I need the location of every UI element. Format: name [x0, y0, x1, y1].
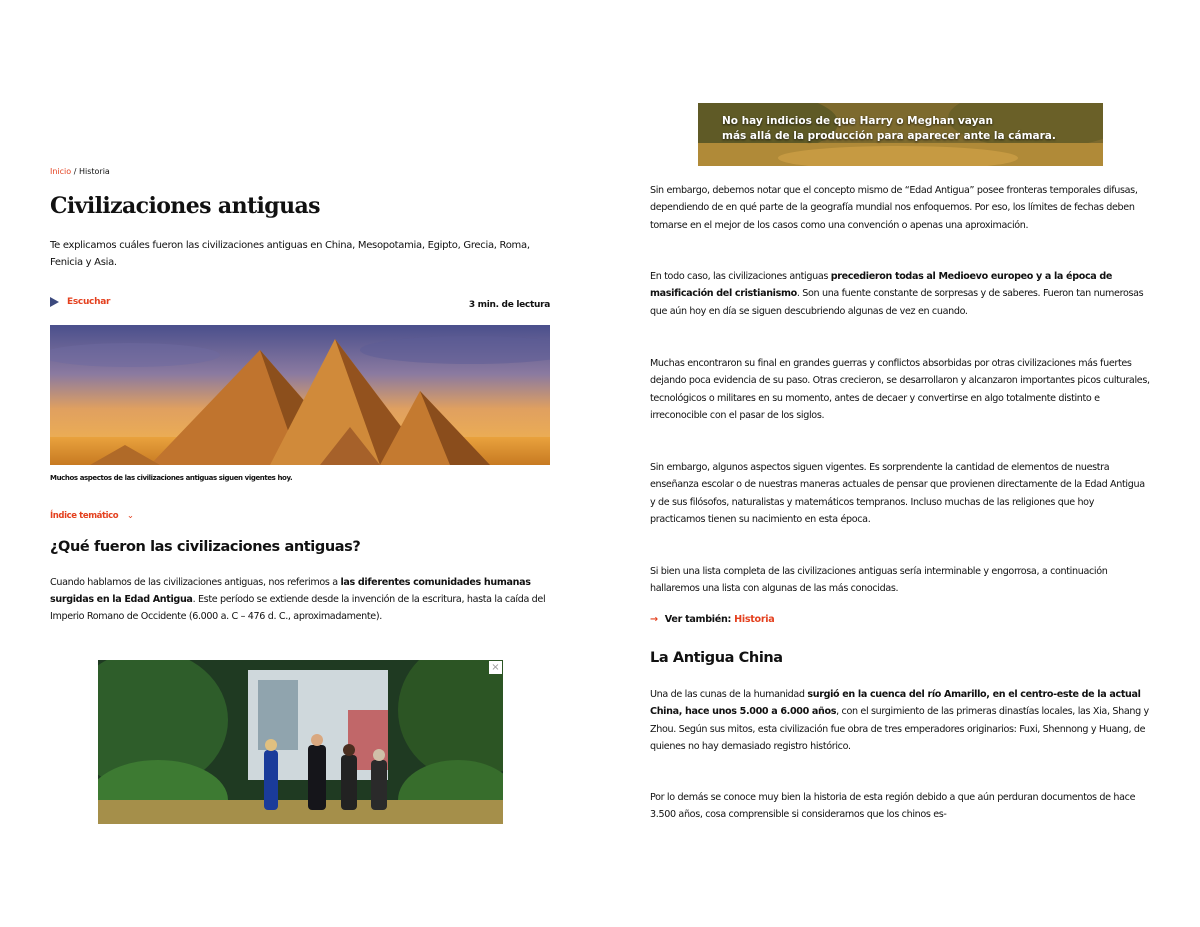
- banner-caption: No hay indicios de que Harry o Meghan vayan más allá de la producción para aparecer ante la cámara.: [722, 115, 1056, 142]
- toc-label: Índice temático: [50, 511, 119, 521]
- breadcrumb-current[interactable]: Historia: [78, 167, 110, 176]
- breadcrumb-home-link[interactable]: Inicio: [50, 167, 72, 176]
- page-title: Civilizaciones antiguas: [50, 193, 320, 219]
- see-also-link[interactable]: Historia: [734, 614, 775, 625]
- toc-toggle[interactable]: [50, 511, 134, 521]
- article-paragraph: Cuando hablamos de las civilizaciones antiguas, nos referimos a las diferentes comunidades humanas surgidas en la Edad Antigua. Este período se extiende desde la invención de la escritura, hasta la caída del Imperio Romano de Occidente (6.000 a. C – 476 d. C., aproximadamente).: [50, 577, 546, 622]
- breadcrumb: [50, 167, 110, 176]
- article-paragraph: Sin embargo, algunos aspectos siguen vigentes. Es sorprendente la cantidad de elementos de nuestra enseñanza escolar o de nuestras maneras actuales de pensar que provienen directamente de la Edad Antigua y de sus filósofos, naturalistas y matemáticos tempranos. Incluso muchas de las religiones que hoy practicamos tienen su nacimiento en esta época.: [650, 462, 1145, 525]
- video-ad-banner[interactable]: [698, 103, 1103, 166]
- video-ad[interactable]: [98, 660, 503, 824]
- close-icon[interactable]: ×: [489, 661, 502, 674]
- listen-button[interactable]: [50, 297, 110, 307]
- article-paragraph: En todo caso, las civilizaciones antiguas precedieron todas al Medioevo europeo y a la época de masificación del cristianismo. Son una fuente constante de sorpresas y de saberes. Fueron tan numerosas que aún hoy en día se siguen descubriendo algunas de vez en cuando.: [650, 271, 1144, 317]
- see-also: [650, 614, 774, 625]
- article-paragraph: Por lo demás se conoce muy bien la historia de esta región debido a que aún perduran documentos de hace 3.500 años, cosa comprensible si consideramos que los chinos es-: [650, 792, 1136, 821]
- article-subtitle: Te explicamos cuáles fueron las civilizaciones antiguas en China, Mesopotamia, Egipto, Grecia, Roma, Fenicia y Asia.: [50, 240, 530, 268]
- section-heading: ¿Qué fueron las civilizaciones antiguas?: [50, 539, 361, 555]
- hero-caption: Muchos aspectos de las civilizaciones antiguas siguen vigentes hoy.: [50, 474, 293, 482]
- arrow-right-icon: →: [650, 614, 658, 625]
- article-paragraph: Si bien una lista completa de las civilizaciones antiguas sería interminable y engorrosa, a continuación hallaremos una lista con algunas de las más conocidas.: [650, 566, 1108, 595]
- article-paragraph: Muchas encontraron su final en grandes guerras y conflictos absorbidas por otras civilizaciones más fuertes dejando poca evidencia de su paso. Otras crecieron, se desarrollaron y alcanzaron importantes picos culturales, tecnológicos o militares en su momento, antes de decaer y convertirse en algo totalmente distinto e irreconocible con el pasar de los siglos.: [650, 358, 1150, 421]
- article-paragraph: Sin embargo, debemos notar que el concepto mismo de “Edad Antigua” posee fronteras temporales difusas, dependiendo de en qué parte de la geografía mundial nos enfoquemos. Por eso, los límites de fechas deben tomarse en el mejor de los casos como una convención o apenas una aproximación.: [650, 185, 1138, 231]
- see-also-label: Ver también:: [664, 614, 735, 625]
- chevron-down-icon: ⌄: [126, 511, 134, 521]
- listen-label: Escuchar: [67, 297, 111, 307]
- article-paragraph: Una de las cunas de la humanidad surgió en la cuenca del río Amarillo, en el centro-este de la actual China, hace unos 5.000 a 6.000 años, con el surgimiento de las primeras dinastías locales, las Xia, Shang y Zhou. Según sus mitos, esta civilización fue obra de tres emperadores originarios: Fuxi, Shennong y Huang, de quienes no hay demasiado registro histórico.: [650, 689, 1149, 752]
- section-heading: La Antigua China: [650, 650, 783, 666]
- play-icon: [50, 297, 59, 307]
- breadcrumb-separator: /: [73, 167, 77, 176]
- pyramids-illustration: [50, 325, 550, 465]
- video-frame-illustration: [98, 660, 503, 824]
- read-time: 3 min. de lectura: [468, 300, 550, 310]
- hero-image-pyramids: [50, 325, 550, 465]
